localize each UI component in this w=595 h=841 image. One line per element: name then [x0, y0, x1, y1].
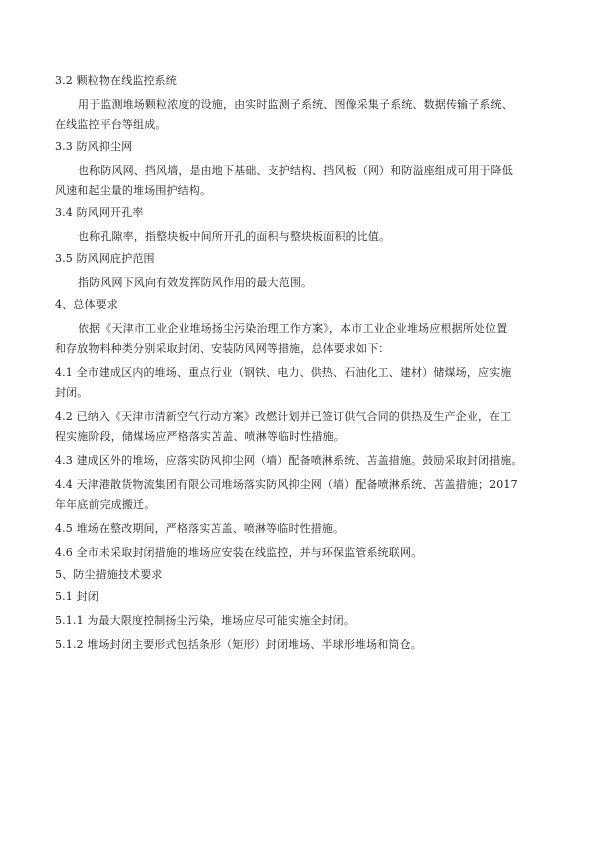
paragraph-line: 依据《天津市工业企业堆场扬尘污染治理工作方案》，本市工业企业堆场应根据所处位置: [78, 322, 508, 335]
paragraph-line: 风速和起尘量的堆场围护结构。: [55, 184, 212, 197]
paragraph-line: 用于监测堆场颗粒浓度的设施，由实时监测子系统、图像采集子系统、数据传输子系统、: [78, 98, 513, 111]
item-4-2: 4.2 已纳入《天津市清新空气行动方案》改燃计划并已签订供气合同的供热及生产企业，在工: [55, 410, 512, 423]
item-4-1-cont: 封闭。: [55, 386, 89, 399]
paragraph-line: 和存放物料种类分别采取封闭、安装防风网等措施，总体要求如下：: [55, 342, 390, 355]
item-4-1: 4.1 全市建成区内的堆场、重点行业（钢铁、电力、供热、石油化工、建材）储煤场，应实施: [55, 366, 512, 379]
item-4-4: 4.4 天津港散货物流集团有限公司堆场落实防风抑尘网（墙）配备喷淋系统、苫盖措施；2017: [55, 478, 518, 491]
heading-3-2: 3.2 颗粒物在线监控系统: [55, 74, 177, 87]
heading-5-1: 5.1 封闭: [55, 590, 99, 603]
item-5-1-2: 5.1.2 堆场封闭主要形式包括条形（矩形）封闭堆场、半球形堆场和筒仓。: [55, 638, 422, 651]
paragraph-line: 也称防风网、挡风墙，是由地下基础、支护结构、挡风板（网）和防溢座组成可用于降低: [78, 164, 513, 177]
paragraph-line: 指防风网下风向有效发挥防风作用的最大范围。: [78, 276, 313, 289]
item-4-4-cont: 年年底前完成搬迁。: [55, 498, 156, 511]
item-4-5: 4.5 堆场在整改期间，严格落实苫盖、喷淋等临时性措施。: [55, 522, 345, 535]
paragraph-line: 在线监控平台等组成。: [55, 118, 167, 131]
heading-3-5: 3.5 防风网庇护范围: [55, 252, 155, 265]
item-4-6: 4.6 全市未采取封闭措施的堆场应安装在线监控，并与环保监管系统联网。: [55, 546, 423, 559]
item-4-3: 4.3 建成区外的堆场，应落实防风抑尘网（墙）配备喷淋系统、苫盖措施。鼓励采取封闭措施。: [55, 454, 523, 467]
heading-3-4: 3.4 防风网开孔率: [55, 206, 144, 219]
heading-3-3: 3.3 防风抑尘网: [55, 140, 133, 153]
heading-5: 5、防尘措施技术要求: [55, 568, 163, 581]
item-4-2-cont: 程实施阶段，储煤场应严格落实苫盖、喷淋等临时性措施。: [55, 430, 345, 443]
paragraph-line: 也称孔隙率，指整块板中间所开孔的面积与整块板面积的比值。: [78, 230, 391, 243]
heading-4: 4、总体要求: [55, 298, 118, 311]
item-5-1-1: 5.1.1 为最大限度控制扬尘污染，堆场应尽可能实施全封闭。: [55, 614, 355, 627]
